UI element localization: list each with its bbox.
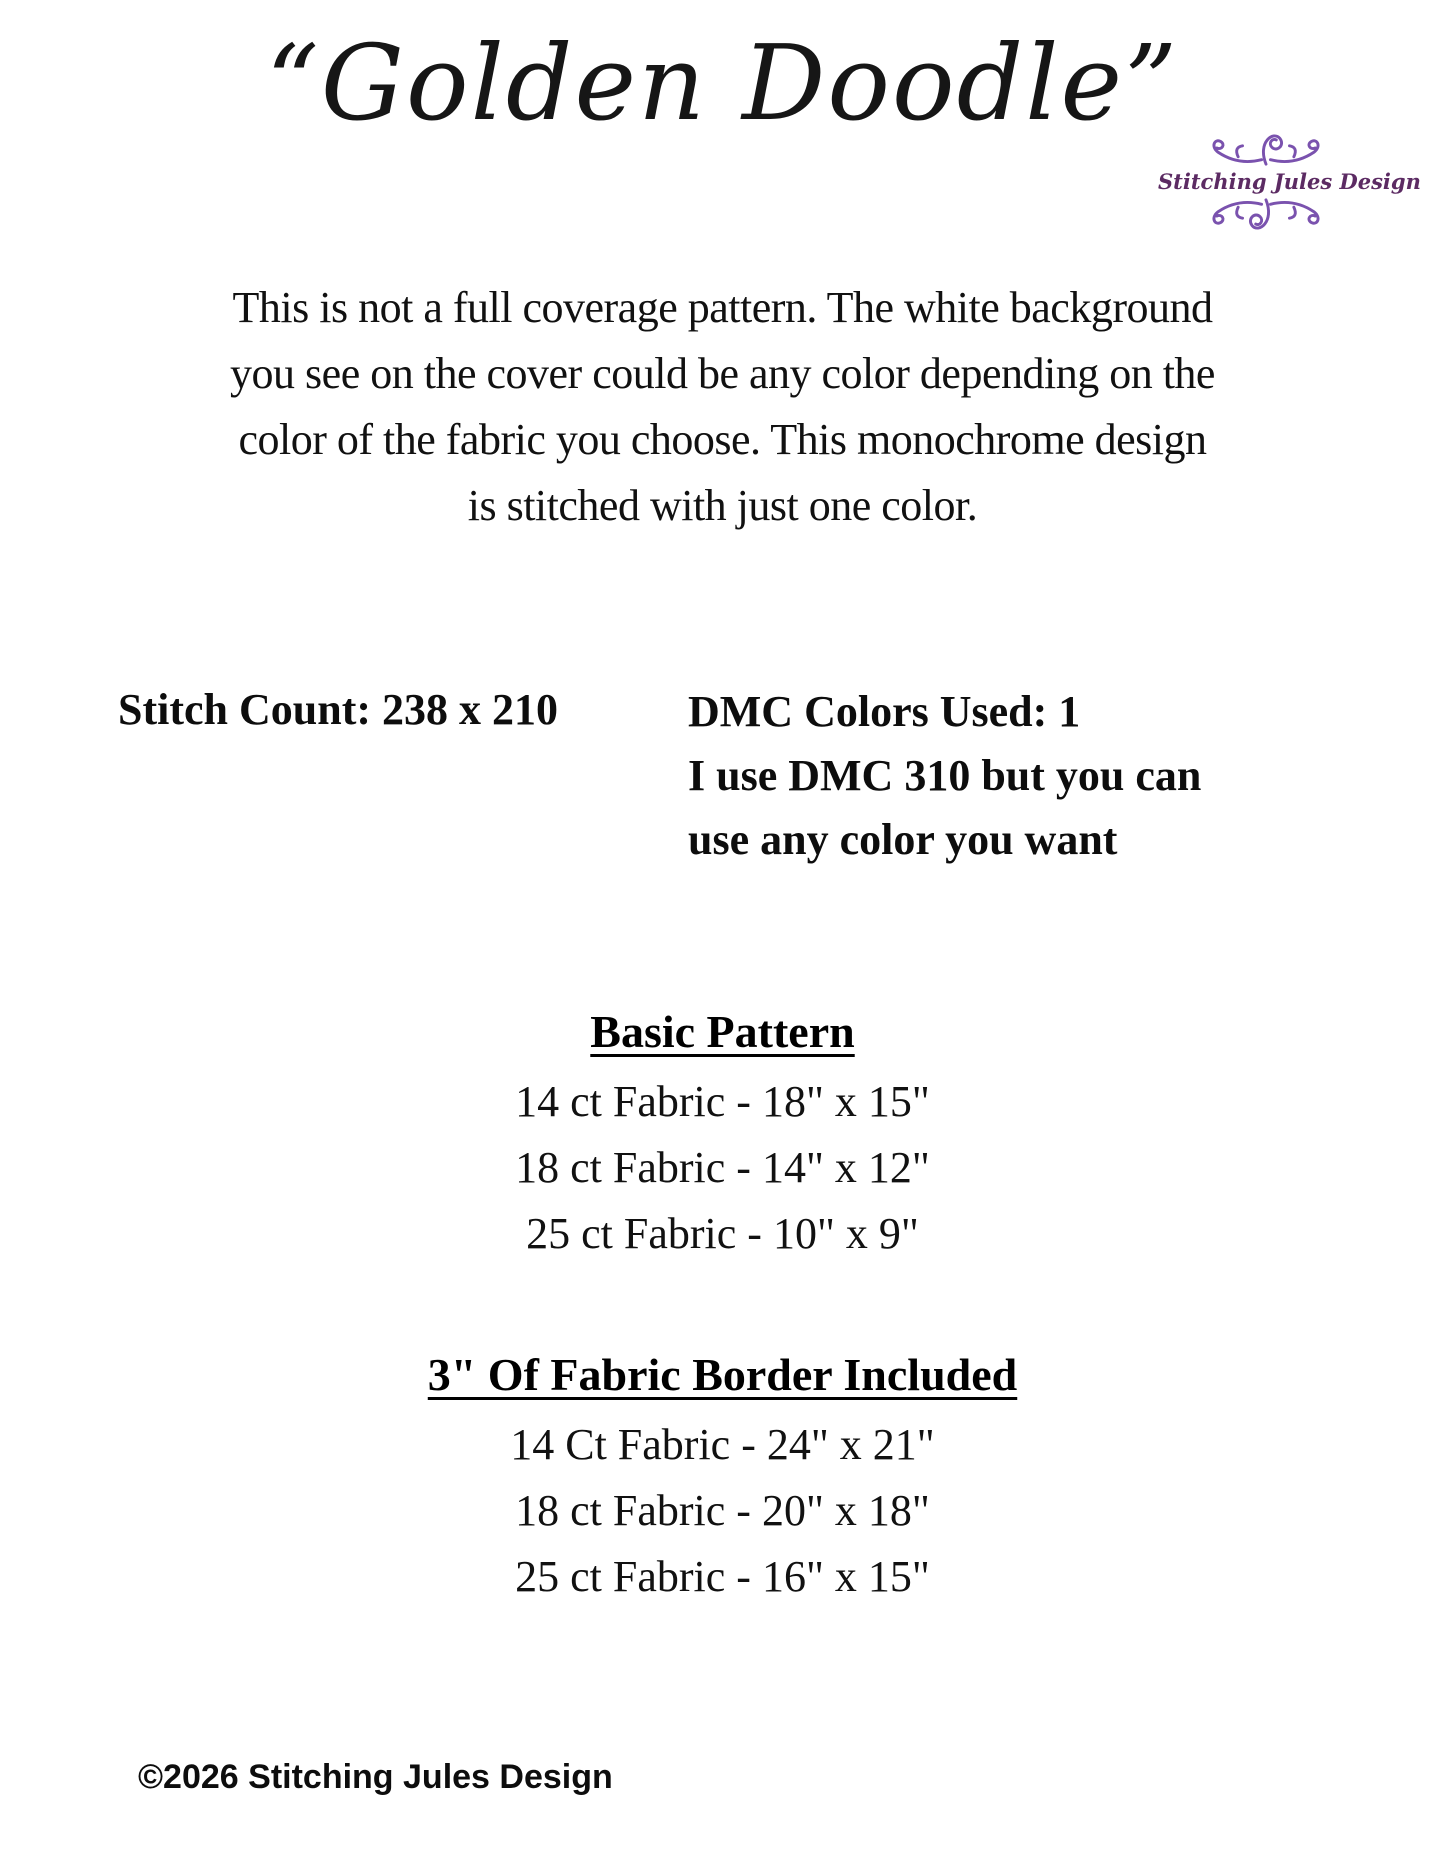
intro-line: is stitched with just one color. [467,481,978,530]
fabric-size-line: 18 ct Fabric - 14" x 12" [515,1143,930,1192]
page-title: “Golden Doodle” [265,22,1180,144]
fabric-size-line: 25 ct Fabric - 16" x 15" [515,1552,930,1601]
dmc-colors-line: use any color you want [688,815,1118,864]
intro-line: color of the fabric you choose. This monochrome design [238,415,1207,464]
border-pattern-size-list [0,1412,1445,1610]
intro-line: you see on the cover could be any color depending on the [230,349,1215,398]
dmc-colors-block [688,680,1201,872]
stitch-count-label: Stitch Count: 238 x 210 [118,685,559,734]
flourish-ornament-bottom-icon [1186,194,1346,238]
fabric-size-line: 18 ct Fabric - 20" x 18" [515,1486,930,1535]
intro-line: This is not a full coverage pattern. The white background [232,283,1213,332]
copyright-text: ©2026 Stitching Jules Design [138,1758,613,1796]
border-pattern-heading-text: 3" Of Fabric Border Included [427,1349,1018,1400]
flourish-ornament-top-icon [1186,126,1346,170]
brand-logo [1158,126,1421,238]
border-pattern-heading [0,1349,1445,1401]
fabric-size-line: 14 Ct Fabric - 24" x 21" [510,1420,935,1469]
basic-pattern-heading [0,1006,1445,1058]
basic-pattern-size-list [0,1069,1445,1267]
fabric-size-line: 14 ct Fabric - 18" x 15" [515,1077,930,1126]
dmc-colors-line: DMC Colors Used: 1 [688,687,1081,736]
brand-logo-text: Stitching Jules Design [1158,169,1421,194]
intro-paragraph [0,275,1445,539]
fabric-size-line: 25 ct Fabric - 10" x 9" [526,1209,919,1258]
dmc-colors-line: I use DMC 310 but you can [688,751,1202,800]
basic-pattern-heading-text: Basic Pattern [590,1006,855,1057]
